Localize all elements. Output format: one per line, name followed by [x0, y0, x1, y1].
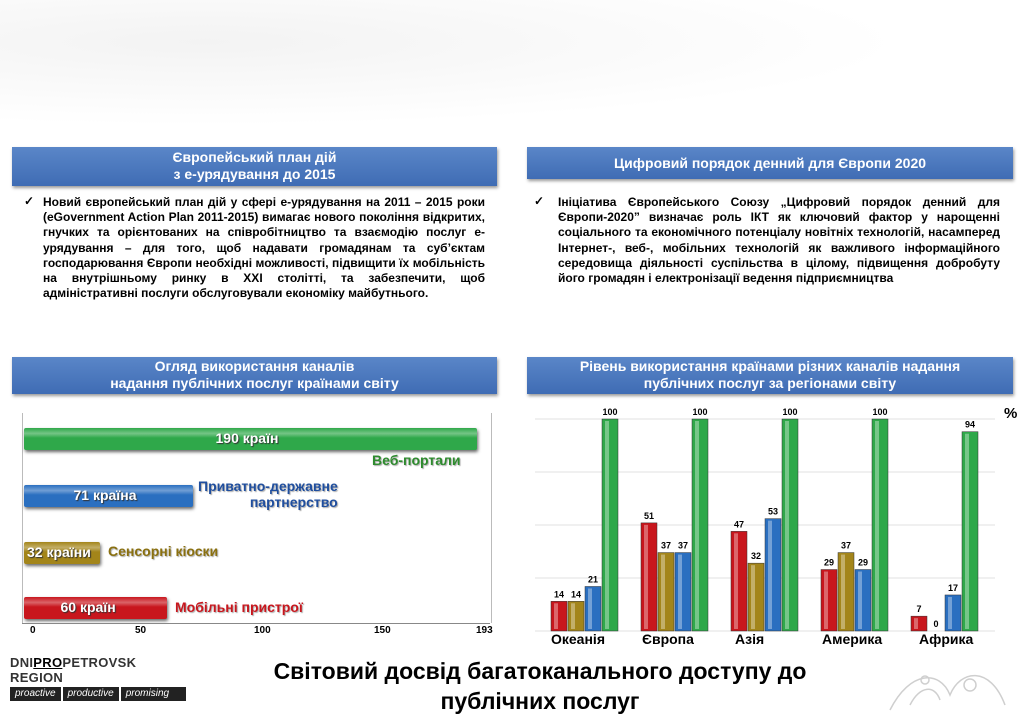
region-label: Азія: [735, 631, 765, 647]
bar-highlight: [768, 521, 772, 629]
digital-agenda-text: Ініціатива Європейського Союзу „Цифровий порядок денний для Європи-2020” визначає роль ІКТ як ключовий фактор у нарощенні соціального та економічного потенціалу новітніх технологій, насамперед Інтернет-, веб-, мобільних технологій як важливого інформаційного середовища діяльності суспільства в цілому, підвищення добробуту його громадян і електронізації ведення підприємництва: [558, 195, 1000, 286]
eu-action-plan-title-line2: з е-урядування до 2015: [173, 166, 336, 182]
bar-highlight: [588, 588, 592, 629]
bar-value-label: 37: [840, 540, 852, 551]
bar-highlight: [695, 421, 699, 629]
slide-title-line1: Світовий досвід багатоканального доступу до: [273, 658, 807, 684]
bar-highlight: [678, 555, 682, 629]
eu-action-plan-header: [12, 147, 497, 186]
bar: [855, 570, 871, 631]
bar-highlight: [965, 434, 969, 629]
bar: [765, 519, 781, 631]
bar-highlight: [571, 603, 575, 629]
bar-highlight: [605, 421, 609, 629]
bar: [585, 586, 601, 631]
ornament-icon: [880, 650, 1010, 715]
logo-tag-promising: promising: [125, 688, 170, 699]
bar-value-label: 14: [570, 589, 582, 600]
x-tick-label: 50: [135, 625, 147, 636]
bar-value-label: 37: [660, 540, 672, 551]
dnipropetrovsk-region-logo: [10, 655, 186, 701]
bar-highlight: [875, 421, 879, 629]
bar-value-label: 14: [553, 589, 565, 600]
bar-highlight: [661, 555, 665, 629]
bar-value-label: 0: [933, 619, 939, 629]
bar: [911, 616, 927, 631]
bar: [675, 553, 691, 631]
bar: [658, 553, 674, 631]
channels-overview-title-line2: надання публічних послуг країнами світу: [110, 375, 399, 391]
slide-title: [210, 656, 870, 716]
x-tick-label: 150: [374, 625, 391, 636]
bar: [838, 553, 854, 631]
regions-usage-title-line2: публічних послуг за регіонами світу: [643, 375, 897, 391]
bar: [962, 432, 978, 631]
bar: [551, 601, 567, 631]
bar-value-label: 47: [733, 519, 745, 530]
category-label: Мобільні пристрої: [175, 599, 303, 615]
category-label: Приватно-державне партнерство: [198, 478, 338, 510]
bar-highlight: [824, 572, 828, 629]
bar: [821, 570, 837, 631]
bar-value-label: 60 країн: [60, 599, 116, 615]
vertical-bar-chart: [535, 405, 1005, 635]
logo-suffix: PETROVSK REGION: [10, 655, 137, 685]
bar-value-label: 100: [602, 407, 618, 417]
bar-value-label: 71 країна: [73, 487, 137, 503]
x-axis-line: [22, 623, 490, 624]
bar-value-label: 190 країн: [215, 430, 279, 446]
x-tick-label: 100: [254, 625, 271, 636]
percent-unit-label: %: [1004, 405, 1018, 422]
bar: [748, 563, 764, 631]
bar-highlight: [841, 555, 845, 629]
digital-agenda-header: [527, 147, 1013, 179]
bar-value-label: 100: [692, 407, 708, 417]
bar: [731, 531, 747, 631]
x-tick-label: 193: [476, 625, 493, 636]
logo-bold: PRO: [33, 655, 63, 670]
bar: [568, 601, 584, 631]
decorative-ornament-background: [0, 0, 1023, 140]
bar: [782, 419, 798, 631]
logo-prefix: DNI: [10, 655, 34, 670]
checkmark-icon: ✓: [24, 194, 35, 208]
eu-action-plan-title-line1: Європейський план дій: [172, 149, 337, 165]
digital-agenda-title: Цифровий порядок денний для Європи 2020: [613, 155, 927, 171]
checkmark-icon: ✓: [534, 194, 545, 208]
category-label: Сенсорні кіоски: [108, 543, 219, 559]
bar-value-label: 94: [964, 419, 976, 430]
category-label: Веб-портали: [372, 452, 461, 468]
bar-highlight: [751, 565, 755, 629]
channels-overview-header: [12, 357, 497, 394]
region-label: Африка: [919, 631, 974, 647]
bar: [872, 419, 888, 631]
regions-usage-title-line1: Рівень використання країнами різних каналів надання: [579, 358, 961, 374]
bar-value-label: 100: [782, 407, 798, 417]
bar-value-label: 21: [587, 574, 599, 585]
bar-value-label: 51: [643, 510, 655, 521]
logo-tag-proactive: proactive: [10, 687, 63, 701]
bar-highlight: [948, 597, 952, 629]
channels-overview-title-line1: Огляд використання каналів: [154, 358, 355, 374]
region-label: Америка: [822, 631, 883, 647]
regions-usage-header: [527, 357, 1013, 394]
bar-value-label: 53: [767, 506, 779, 517]
slide-title-line2: публічних послуг: [440, 688, 640, 714]
region-label: Океанія: [551, 631, 605, 647]
bar-value-label: 100: [872, 407, 888, 417]
bar-value-label: 7: [916, 604, 922, 615]
bar-value-label: 37: [677, 540, 689, 551]
bar: [692, 419, 708, 631]
bar-value-label: 32 країни: [27, 544, 91, 560]
bar: [641, 523, 657, 631]
eu-action-plan-text: Новий європейський план дій у сфері е-урядування на 2011 – 2015 роки (eGovernment Action Plan 2011-2015) вимагає нового покоління відкритих, гнучких та орієнтованих на співробітництво та взаємодію послуг е-урядування – для того, щоб надавати громадянам та суб’єктам господарювання Європи необхідні можливості, підвищити їх мобільність на внутрішньому ринку в XXI столітті, та забезпечити, щоб адміністративні послуги обслуговували економіку майбутнього.: [43, 195, 485, 301]
bar-highlight: [734, 533, 738, 629]
bar: [602, 419, 618, 631]
bar-highlight: [858, 572, 862, 629]
bar: [945, 595, 961, 631]
x-tick-label: 0: [30, 625, 36, 636]
bar-value-label: 29: [857, 557, 869, 568]
bar-highlight: [644, 525, 648, 629]
bar-value-label: 32: [750, 551, 762, 562]
bar-value-label: 29: [823, 557, 835, 568]
bar-highlight: [554, 603, 558, 629]
bar-value-label: 17: [947, 582, 959, 593]
region-label: Європа: [642, 631, 694, 647]
logo-tag-productive: productive: [63, 687, 121, 701]
bar-highlight: [785, 421, 789, 629]
bar-highlight: [914, 618, 918, 629]
